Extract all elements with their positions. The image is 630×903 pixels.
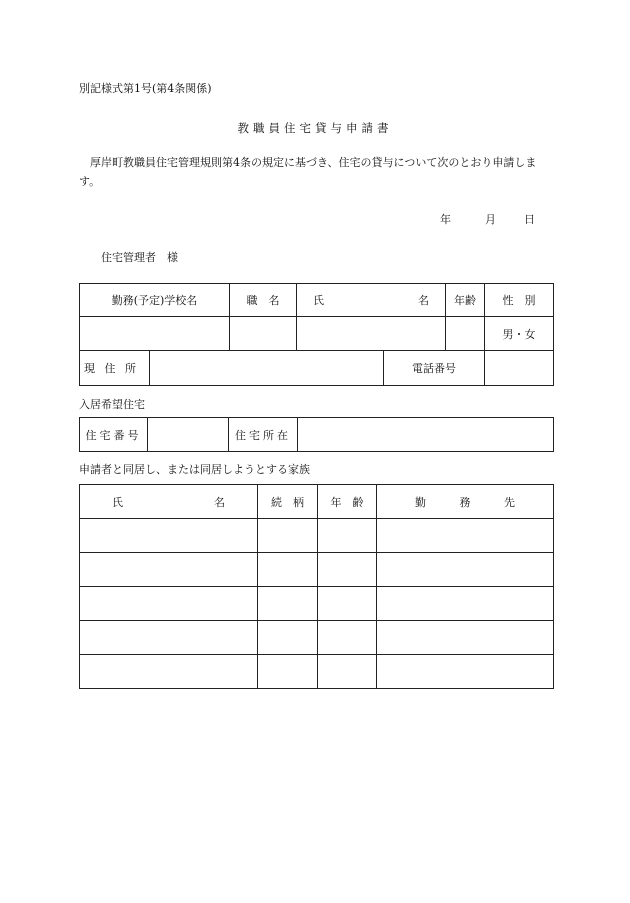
sex-header: 性 別 xyxy=(485,284,554,317)
document-title: 教職員住宅貸与申請書 xyxy=(237,121,393,135)
family-workplace-input[interactable] xyxy=(377,519,554,553)
housing-location-label: 住宅所在 xyxy=(229,418,298,452)
family-table xyxy=(79,484,554,689)
phone-label: 電話番号 xyxy=(412,362,456,375)
family-workplace-input[interactable] xyxy=(377,587,554,621)
family-workplace-input[interactable] xyxy=(377,553,554,587)
housing-table xyxy=(79,417,554,452)
application-statement: 厚岸町教職員住宅管理規則第4条の規定に基づき、住宅の貸与について次のとおり申請します。 xyxy=(79,156,537,188)
name-header-left: 氏 xyxy=(313,294,324,307)
family-row xyxy=(80,621,554,655)
family-age-input[interactable] xyxy=(318,587,377,621)
housing-number-label: 住宅番号 xyxy=(80,418,148,452)
family-workplace-input[interactable] xyxy=(377,655,554,689)
family-name-input[interactable] xyxy=(80,519,258,553)
family-name-input[interactable] xyxy=(80,553,258,587)
family-age-input[interactable] xyxy=(318,655,377,689)
job-title-input[interactable] xyxy=(230,317,297,351)
phone-input[interactable] xyxy=(485,351,554,386)
family-relation-input[interactable] xyxy=(258,587,318,621)
family-row xyxy=(80,587,554,621)
workplace-char-3: 先 xyxy=(504,495,515,509)
sex-selector[interactable]: 男・女 xyxy=(485,317,554,351)
family-relation-input[interactable] xyxy=(258,553,318,587)
date-day-label: 日 xyxy=(524,213,535,226)
family-name-input[interactable] xyxy=(80,621,258,655)
family-name-header-left: 氏 xyxy=(112,495,123,509)
family-age-input[interactable] xyxy=(318,553,377,587)
school-name-header: 勤務(予定)学校名 xyxy=(80,284,230,317)
family-name-input[interactable] xyxy=(80,587,258,621)
workplace-char-1: 勤 xyxy=(415,495,426,509)
form-reference: 別記様式第1号(第4条関係) xyxy=(79,82,212,95)
addressee: 住宅管理者 様 xyxy=(101,251,178,264)
workplace-header xyxy=(377,485,554,519)
family-relation-input[interactable] xyxy=(258,519,318,553)
family-workplace-input[interactable] xyxy=(377,621,554,655)
job-title-header: 職 名 xyxy=(230,284,297,317)
relation-header: 続 柄 xyxy=(258,485,318,519)
family-name-header-right: 名 xyxy=(214,495,225,509)
housing-section-label: 入居希望住宅 xyxy=(79,398,145,411)
age-header: 年齢 xyxy=(446,284,485,317)
address-row xyxy=(80,351,485,386)
family-name-input[interactable] xyxy=(80,655,258,689)
family-age-input[interactable] xyxy=(318,519,377,553)
family-age-input[interactable] xyxy=(318,621,377,655)
family-row xyxy=(80,553,554,587)
name-input[interactable] xyxy=(297,317,446,351)
date-line xyxy=(440,211,535,227)
family-row xyxy=(80,519,554,553)
family-row xyxy=(80,655,554,689)
age-input[interactable] xyxy=(446,317,485,351)
date-month-label: 月 xyxy=(485,213,496,226)
date-year-label: 年 xyxy=(440,213,451,226)
address-label: 現 住 所 xyxy=(80,351,150,385)
school-name-input[interactable] xyxy=(80,317,230,351)
housing-location-input[interactable] xyxy=(298,418,554,452)
family-relation-input[interactable] xyxy=(258,621,318,655)
family-relation-input[interactable] xyxy=(258,655,318,689)
applicant-table xyxy=(79,283,554,386)
family-age-header: 年 齢 xyxy=(318,485,377,519)
family-section-label: 申請者と同居し、または同居しようとする家族 xyxy=(79,463,310,476)
workplace-char-2: 務 xyxy=(459,495,471,509)
address-input[interactable] xyxy=(150,351,384,385)
housing-number-input[interactable] xyxy=(148,418,229,452)
name-header xyxy=(297,284,446,317)
family-name-header xyxy=(80,485,258,519)
name-header-right: 名 xyxy=(418,294,429,307)
